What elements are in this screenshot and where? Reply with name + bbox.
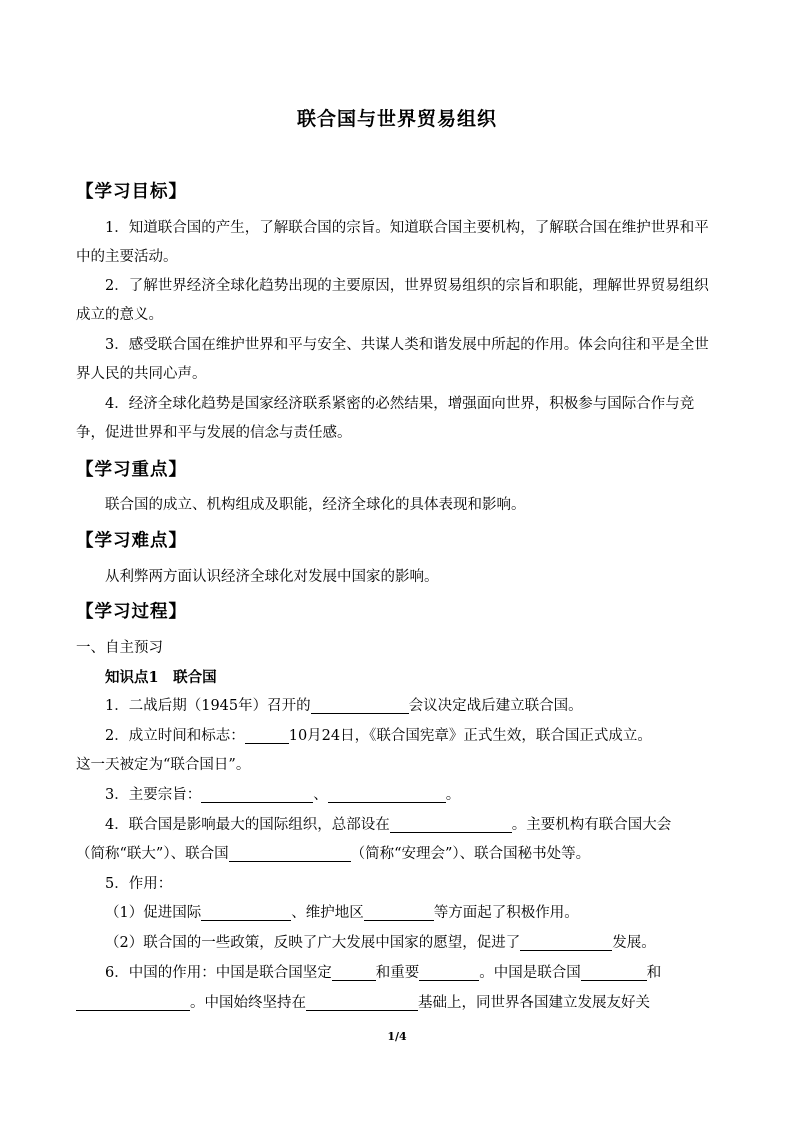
blank-regional[interactable] xyxy=(364,902,434,921)
question-6-text-f: 基础上，同世界各国建立发展友好关 xyxy=(418,995,650,1011)
question-2-text-a: 2．成立时间和标志： xyxy=(105,728,245,744)
heading-learning-goals: 【学习目标】 xyxy=(76,182,187,202)
question-4-text-a: 4．联合国是影响最大的国际组织，总部设在 xyxy=(105,817,390,833)
question-6-continued xyxy=(76,989,722,1018)
question-2-text-b: 10月24日，《联合国宪章》正式生效，联合国正式成立。 xyxy=(288,728,652,744)
blank-international[interactable] xyxy=(201,902,291,921)
goal-2: 2．了解世界经济全球化趋势出现的主要原因，世界贸易组织的宗旨和职能，理解世界贸易组织成立的意义。 xyxy=(76,278,709,323)
question-3-text-c: 。 xyxy=(445,787,461,803)
blank-member[interactable] xyxy=(76,992,190,1011)
question-1 xyxy=(105,692,751,721)
question-3-text-a: 3．主要宗旨： xyxy=(105,787,202,803)
question-2 xyxy=(105,722,751,751)
question-5-1-text-b: 、维护地区 xyxy=(291,905,364,921)
goal-3: 3．感受联合国在维护世界和平与安全、共谋人类和谐发展中所起的作用。体会向往和平是全世界人民的共同心声。 xyxy=(76,337,709,382)
question-5: 5．作用： xyxy=(105,876,173,892)
question-5-2-text-a: （2）联合国的一些政策，反映了广大发展中国家的愿望，促进了 xyxy=(105,935,521,951)
goal-4: 4．经济全球化趋势是国家经济联系紧密的必然结果，增强面向世界，积极参与国际合作与竞争，促进世界和平与发展的信念与责任感。 xyxy=(76,396,695,441)
heading-key-points: 【学习重点】 xyxy=(76,460,187,480)
question-6-text-b: 和重要 xyxy=(375,965,420,981)
blank-security-council[interactable] xyxy=(229,843,351,862)
blank-purpose-1[interactable] xyxy=(201,784,313,803)
heading-learning-process: 【学习过程】 xyxy=(76,602,187,622)
heading-difficult-points: 【学习难点】 xyxy=(76,531,187,551)
question-2-continued: 这一天被定为“联合国日”。 xyxy=(76,757,251,773)
question-5-1-text-a: （1）促进国际 xyxy=(105,905,202,921)
question-4-text-d: （简称“安理会”）、联合国秘书处等。 xyxy=(350,846,591,862)
question-1-text-b: 会议决定战后建立联合国。 xyxy=(408,698,583,714)
question-4-continued xyxy=(76,840,722,869)
question-6-text-c: 。中国是联合国 xyxy=(479,965,581,981)
question-5-2-text-b: 发展。 xyxy=(612,935,656,951)
question-6-text-e: 。中国始终坚持在 xyxy=(190,995,306,1011)
question-6-text-a: 6．中国的作用：中国是联合国坚定 xyxy=(105,965,332,981)
goal-1: 1．知道联合国的产生，了解联合国的宗旨。知道联合国主要机构，了解联合国在维护世界和平中的主要活动。 xyxy=(76,220,709,265)
question-5-1-text-c: 等方面起了积极作用。 xyxy=(433,905,579,921)
blank-important[interactable] xyxy=(419,962,479,981)
question-6 xyxy=(105,959,751,988)
question-1-text-a: 1．二战后期（1945年）召开的 xyxy=(105,698,311,714)
document-title: 联合国与世界贸易组织 xyxy=(296,108,497,130)
question-5-1 xyxy=(105,899,751,928)
difficult-points-text: 从利弊两方面认识经济全球化对发展中国家的影响。 xyxy=(105,569,439,585)
section-self-preview: 一、自主预习 xyxy=(76,640,163,656)
page-number: 1/4 xyxy=(387,1030,407,1043)
blank-purpose-2[interactable] xyxy=(328,784,446,803)
blank-headquarters[interactable] xyxy=(390,814,512,833)
question-4-text-b: 。主要机构有联合国大会 xyxy=(511,817,672,833)
blank-year[interactable] xyxy=(245,725,289,744)
question-3-text-b: 、 xyxy=(313,787,328,803)
blank-firm[interactable] xyxy=(332,962,376,981)
question-4 xyxy=(105,811,751,840)
blank-conference[interactable] xyxy=(311,695,409,714)
key-points-text: 联合国的成立、机构组成及职能，经济全球化的具体表现和影响。 xyxy=(105,497,526,513)
question-3 xyxy=(105,781,751,810)
blank-un-role[interactable] xyxy=(581,962,647,981)
question-4-text-c: （简称“联大”）、联合国 xyxy=(76,846,229,862)
blank-principles[interactable] xyxy=(306,992,418,1011)
question-6-text-d: 和 xyxy=(646,965,662,981)
knowledge-point-title: 知识点1 联合国 xyxy=(105,669,217,686)
question-5-2 xyxy=(105,929,751,958)
blank-development[interactable] xyxy=(520,932,612,951)
